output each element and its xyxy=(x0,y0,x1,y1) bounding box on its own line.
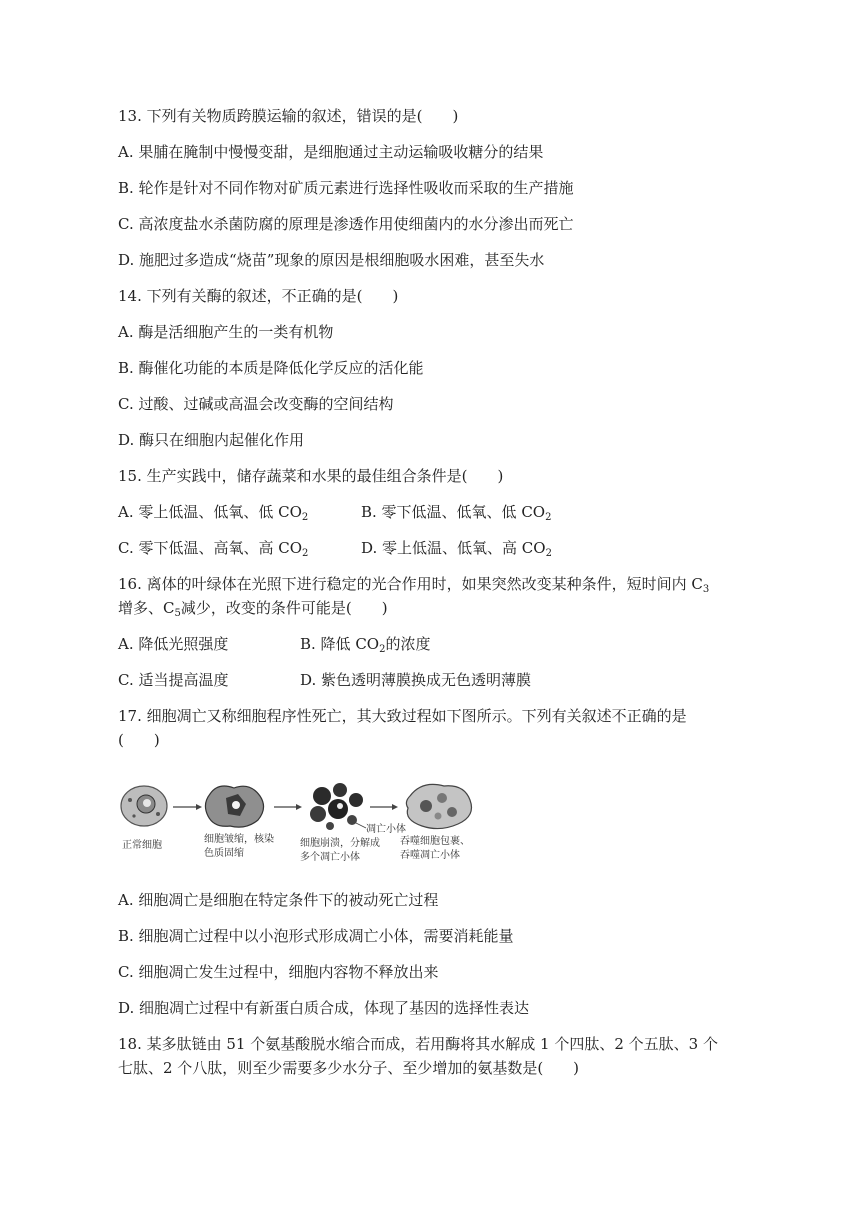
question-17-option-b: B. 细胞凋亡过程中以小泡形式形成凋亡小体，需要消耗能量 xyxy=(118,927,514,945)
question-13-option-b: B. 轮作是针对不同作物对矿质元素进行选择性吸收而采取的生产措施 xyxy=(118,179,574,197)
shrunken-cell-label-line1: 细胞皱缩，核染 xyxy=(204,834,274,845)
arrow-1-head xyxy=(196,804,202,810)
question-16-stem-line1: 16. 离体的叶绿体在光照下进行稳定的光合作用时，如果突然改变某种条件，短时间内 $C_3$ xyxy=(118,575,710,595)
question-13-option-a: A. 果脯在腌制中慢慢变甜，是细胞通过主动运输吸收糖分的结果 xyxy=(118,143,544,161)
question-17-option-a: A. 细胞凋亡是细胞在特定条件下的被动死亡过程 xyxy=(118,891,439,909)
arrow-3-head xyxy=(392,804,398,810)
shrunken-cell-label-line2: 色质固缩 xyxy=(204,848,244,859)
apoptotic-body-pointer xyxy=(354,822,366,828)
question-16-option-d: D. 紫色透明薄膜换成无色透明薄膜 xyxy=(300,671,532,689)
normal-cell-image xyxy=(121,786,167,826)
apoptotic-body-label: 凋亡小体 xyxy=(366,824,406,835)
question-17-stem-line1: 17. 细胞凋亡又称细胞程序性死亡，其大致过程如下图所示。下列有关叙述不正确的是 xyxy=(118,707,687,725)
question-16-option-c: C. 适当提高温度 xyxy=(118,671,229,689)
question-18-stem-line1: 18. 某多肽链由 51 个氨基酸脱水缩合而成，若用酶将其水解成 1 个四肽、2 个五肽、3 个 xyxy=(118,1035,718,1053)
question-16-stem-line2: 增多、$C_5$减少，改变的条件可能是( ) xyxy=(118,599,388,619)
phagocyte-image xyxy=(406,784,471,828)
question-16-option-a: A. 降低光照强度 xyxy=(118,635,229,653)
question-14-option-a: A. 酶是活细胞产生的一类有机物 xyxy=(118,323,334,341)
question-15-option-a: A. 零上低温、低氧、低 $CO_2$ xyxy=(118,503,309,523)
question-14-stem: 14. 下列有关酶的叙述，不正确的是( ) xyxy=(118,287,399,305)
question-15-option-d: D. 零上低温、低氧、高 $CO_2$ xyxy=(361,539,552,559)
arrow-2-head xyxy=(296,804,302,810)
shrunken-cell-image xyxy=(205,786,263,827)
phagocyte-label-line2: 吞噬凋亡小体 xyxy=(400,850,460,861)
question-15-option-c: C. 零下低温、高氧、高 $CO_2$ xyxy=(118,539,309,559)
question-15-stem: 15. 生产实践中，储存蔬菜和水果的最佳组合条件是( ) xyxy=(118,467,504,485)
question-17-option-c: C. 细胞凋亡发生过程中，细胞内容物不释放出来 xyxy=(118,963,439,981)
collapse-label-line2: 多个凋亡小体 xyxy=(300,852,360,863)
normal-cell-label: 正常细胞 xyxy=(122,840,162,851)
question-13-stem: 13. 下列有关物质跨膜运输的叙述，错误的是( ) xyxy=(118,107,459,125)
apoptosis-diagram xyxy=(118,776,488,868)
question-14-option-b: B. 酶催化功能的本质是降低化学反应的活化能 xyxy=(118,359,424,377)
question-16-option-b: B. 降低 $CO_2$的浓度 xyxy=(300,635,431,655)
question-17-stem-line2: ( ) xyxy=(118,731,160,749)
question-18-stem-line2: 七肽、2 个八肽，则至少需要多少水分子、至少增加的氨基数是( ) xyxy=(118,1059,580,1077)
question-13-option-c: C. 高浓度盐水杀菌防腐的原理是渗透作用使细菌内的水分渗出而死亡 xyxy=(118,215,574,233)
question-14-option-d: D. 酶只在细胞内起催化作用 xyxy=(118,431,305,449)
collapse-label-line1: 细胞崩溃，分解成 xyxy=(300,838,380,849)
question-13-option-d: D. 施肥过多造成“烧苗”现象的原因是根细胞吸水困难，甚至失水 xyxy=(118,251,545,269)
question-14-option-c: C. 过酸、过碱或高温会改变酶的空间结构 xyxy=(118,395,394,413)
question-15-option-b: B. 零下低温、低氧、低 $CO_2$ xyxy=(361,503,552,523)
question-17-option-d: D. 细胞凋亡过程中有新蛋白质合成，体现了基因的选择性表达 xyxy=(118,999,530,1017)
phagocyte-label-line1: 吞噬细胞包裹、 xyxy=(400,836,470,847)
